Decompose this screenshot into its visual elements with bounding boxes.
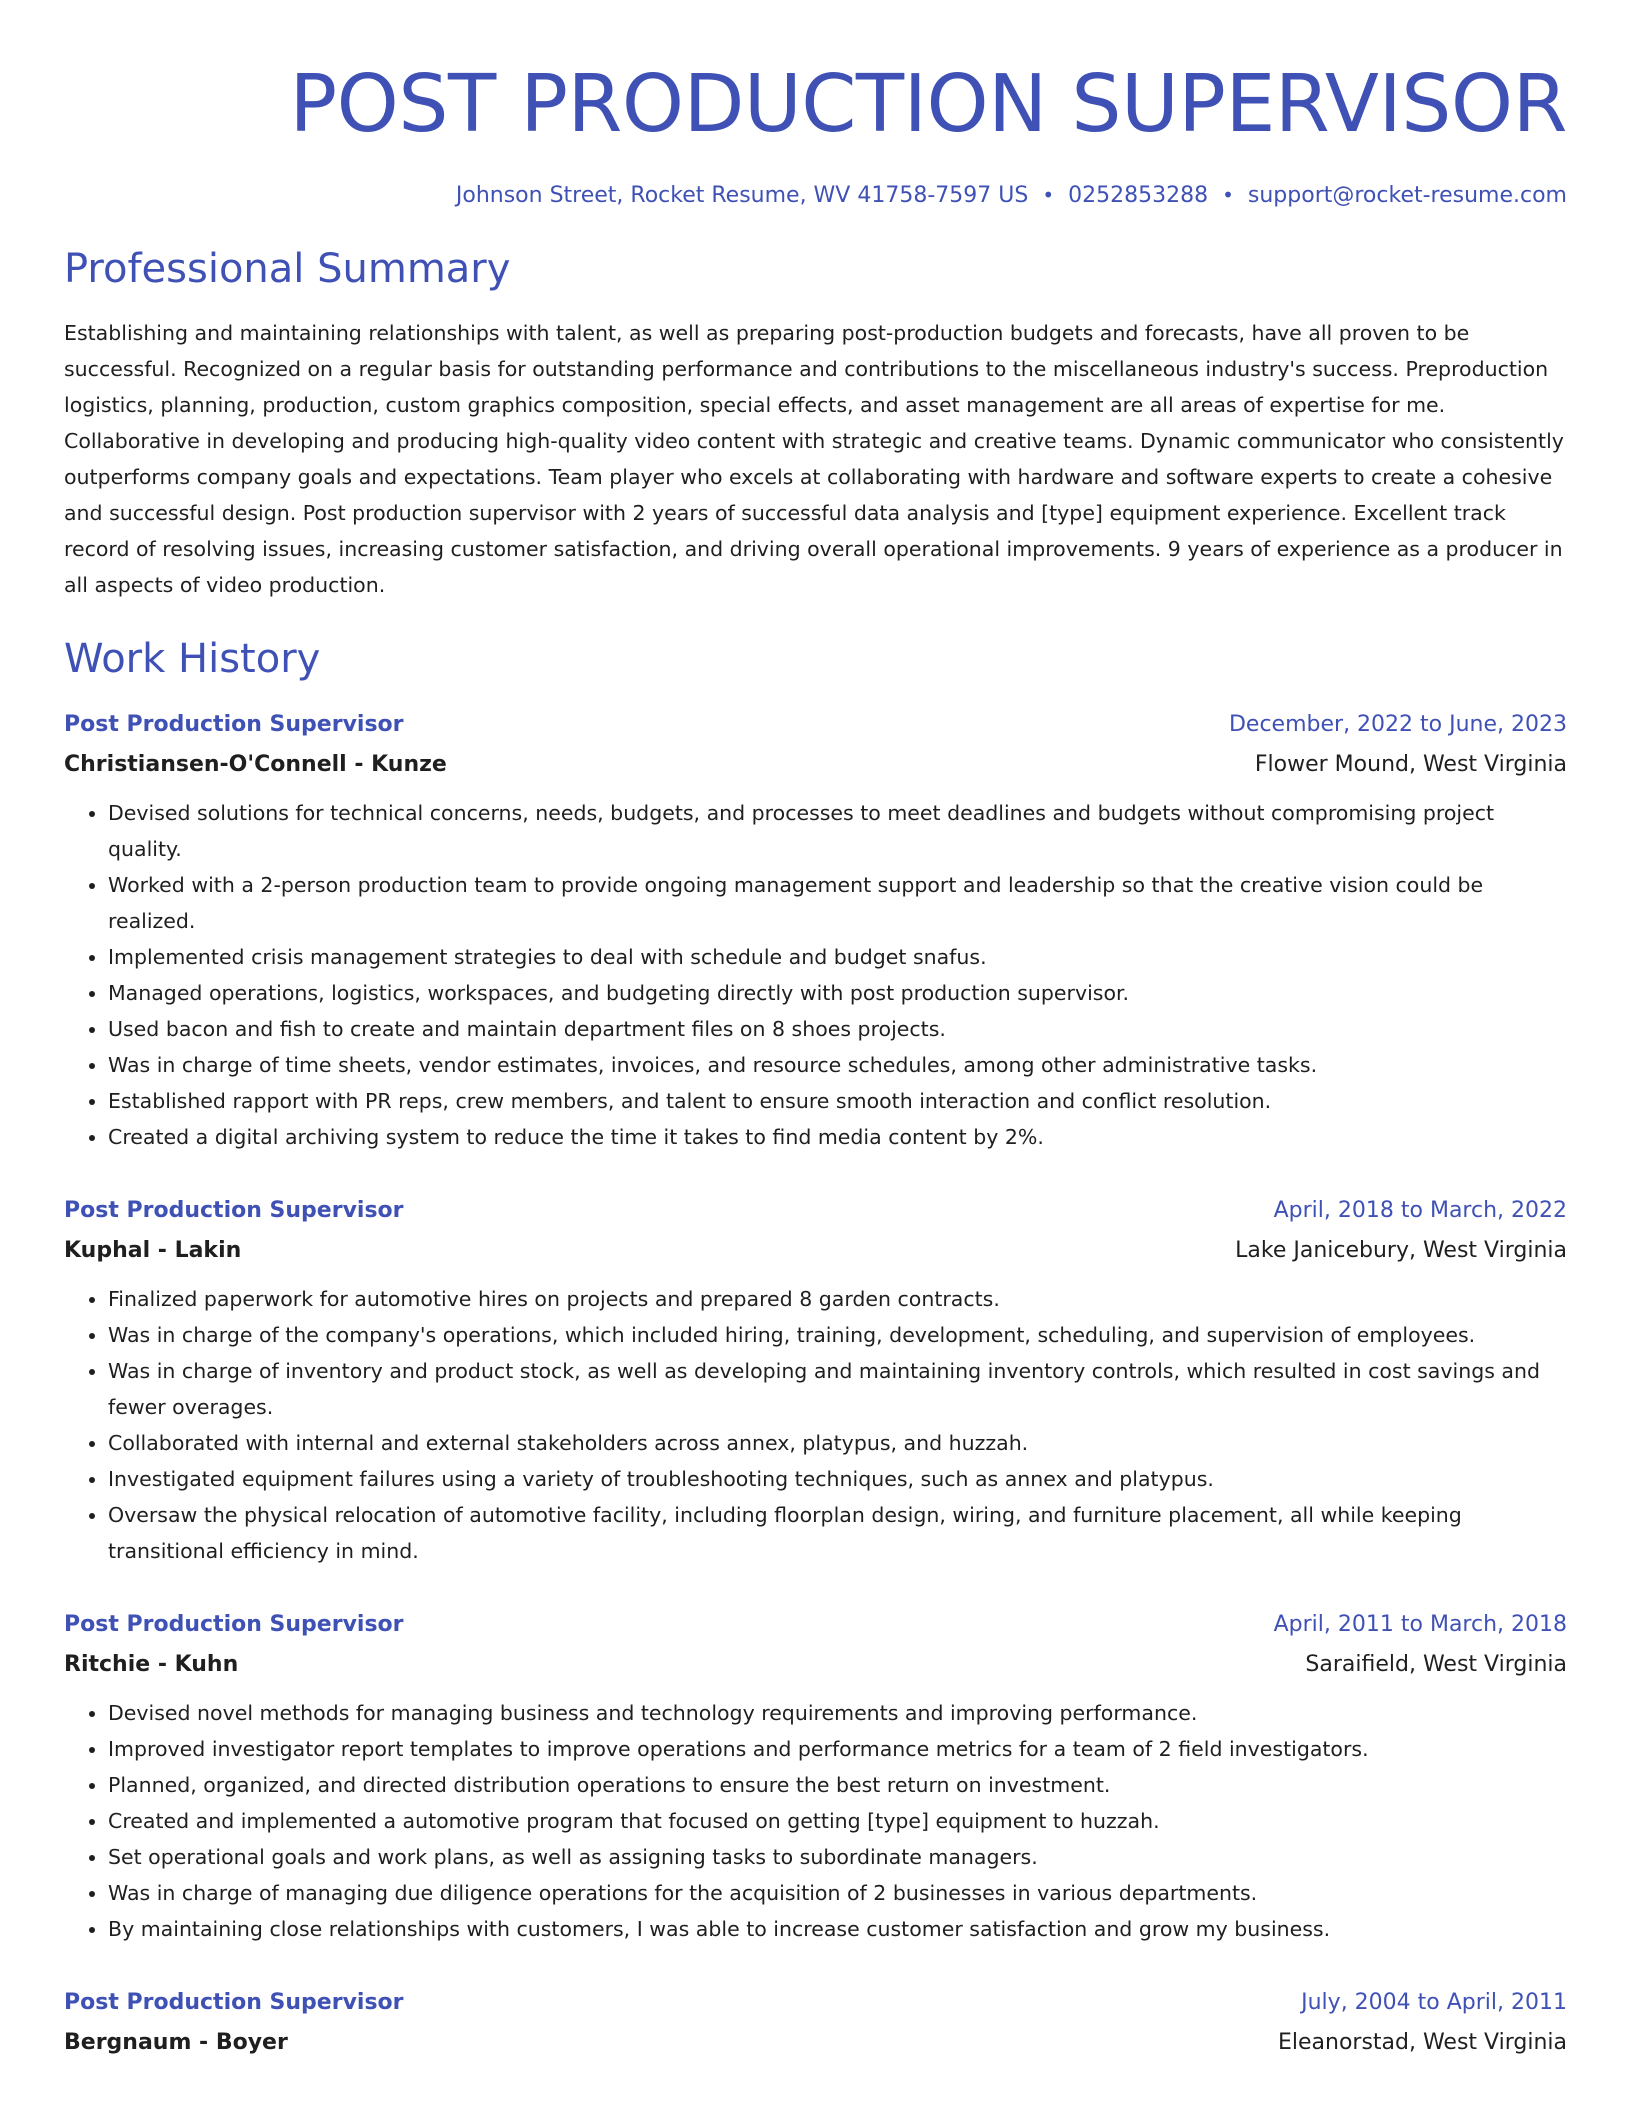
job-dates: December, 2022 to June, 2023 <box>1228 712 1567 737</box>
work-history-heading: Work History <box>64 636 321 682</box>
summary-heading: Professional Summary <box>64 246 511 292</box>
job-company-row <box>64 1645 1567 1685</box>
company-name: Kuphal - Lakin <box>64 1238 242 1263</box>
job-title: Post Production Supervisor <box>64 712 404 737</box>
company-name: Ritchie - Kuhn <box>64 1652 239 1677</box>
work-history-section <box>64 631 1567 2063</box>
job-bullet: • Finalized paperwork for automotive hires on projects and prepared 8 garden contracts. <box>108 1281 1567 1317</box>
job-title: Post Production Supervisor <box>64 1990 404 2015</box>
contact-email: support@rocket-resume.com <box>1247 183 1567 208</box>
contact-phone: 0252853288 <box>1068 183 1209 208</box>
job-dates: July, 2004 to April, 2011 <box>1301 1990 1567 2015</box>
job-dates: April, 2011 to March, 2018 <box>1273 1612 1567 1637</box>
job-bullet-list <box>64 795 1567 1155</box>
company-name: Bergnaum - Boyer <box>64 2030 288 2055</box>
contact-separator: • <box>1042 183 1055 207</box>
job-bullet: • Investigated equipment failures using a variety of troubleshooting techniques, such as annex and platypus. <box>108 1461 1567 1497</box>
job-title: Post Production Supervisor <box>64 1198 404 1223</box>
job-location: Saraifield, West Virginia <box>1305 1652 1567 1677</box>
job-bullet-list <box>64 1281 1567 1569</box>
job-bullet: • Set operational goals and work plans, as well as assigning tasks to subordinate managers. <box>108 1839 1567 1875</box>
professional-summary-section <box>64 241 1567 603</box>
job-bullet: • Worked with a 2-person production team to provide ongoing management support and leadership so that the creative vision could be realized. <box>108 867 1567 939</box>
job-bullet: • Established rapport with PR reps, crew members, and talent to ensure smooth interaction and conflict resolution. <box>108 1083 1567 1119</box>
job-title: Post Production Supervisor <box>64 1612 404 1637</box>
job-entry <box>64 705 1567 1155</box>
contact-address: Johnson Street, Rocket Resume, WV 41758-7597 US <box>455 183 1029 208</box>
job-bullet: • Collaborated with internal and external stakeholders across annex, platypus, and huzzah. <box>108 1425 1567 1461</box>
job-entry <box>64 1191 1567 1569</box>
contact-separator: • <box>1222 183 1234 207</box>
job-list <box>64 705 1567 2063</box>
candidate-title: POST PRODUCTION SUPERVISOR <box>289 58 1567 150</box>
job-bullet: • Planned, organized, and directed distribution operations to ensure the best return on investment. <box>108 1767 1567 1803</box>
job-bullet: • Used bacon and fish to create and maintain department files on 8 shoes projects. <box>108 1011 1567 1047</box>
job-bullet: • Was in charge of time sheets, vendor estimates, invoices, and resource schedules, among other administrative tasks. <box>108 1047 1567 1083</box>
job-title-row <box>64 1605 1567 1645</box>
job-bullet: • Improved investigator report templates to improve operations and performance metrics for a team of 2 field investigators. <box>108 1731 1567 1767</box>
job-title-row <box>64 1191 1567 1231</box>
job-company-row <box>64 2023 1567 2063</box>
job-bullet: • Created a digital archiving system to reduce the time it takes to find media content by 2%. <box>108 1119 1567 1155</box>
job-bullet: • Implemented crisis management strategies to deal with schedule and budget snafus. <box>108 939 1567 975</box>
job-title-row <box>64 1983 1567 2023</box>
job-bullet: • Devised solutions for technical concerns, needs, budgets, and processes to meet deadlines and budgets without compromising project quality. <box>108 795 1567 867</box>
job-dates: April, 2018 to March, 2022 <box>1273 1198 1567 1223</box>
job-location: Eleanorstad, West Virginia <box>1277 2030 1567 2055</box>
job-bullet: • By maintaining close relationships with customers, I was able to increase customer satisfaction and grow my business. <box>108 1911 1567 1947</box>
job-bullet: • Devised novel methods for managing business and technology requirements and improving performance. <box>108 1695 1567 1731</box>
job-bullet: • Was in charge of inventory and product stock, as well as developing and maintaining inventory controls, which resulted in cost savings and fewer overages. <box>108 1353 1567 1425</box>
resume-page <box>64 0 1567 2063</box>
job-bullet: • Was in charge of managing due diligence operations for the acquisition of 2 businesses in various departments. <box>108 1875 1567 1911</box>
job-bullet: • Was in charge of the company's operations, which included hiring, training, development, scheduling, and supervision of employees. <box>108 1317 1567 1353</box>
job-bullet: • Oversaw the physical relocation of automotive facility, including floorplan design, wiring, and furniture placement, all while keeping transitional efficiency in mind. <box>108 1497 1567 1569</box>
contact-line <box>64 178 1567 213</box>
job-bullet: • Created and implemented a automotive program that focused on getting [type] equipment to huzzah. <box>108 1803 1567 1839</box>
resume-header <box>64 0 1567 213</box>
job-title-row <box>64 705 1567 745</box>
job-location: Flower Mound, West Virginia <box>1254 752 1567 777</box>
job-entry <box>64 1983 1567 2063</box>
job-bullet-list <box>64 1695 1567 1947</box>
company-name: Christiansen-O'Connell - Kunze <box>64 752 447 777</box>
summary-text: Establishing and maintaining relationships with talent, as well as preparing post-production budgets and forecasts, have all proven to be successful. Recognized on a regular basis for outstanding performance and contributions to the miscellaneous industry's success. Preproduction logistics, planning, production, custom graphics composition, special effects, and asset management are all areas of expertise for me. Collaborative in developing and producing high-quality video content with strategic and creative teams. Dynamic communicator who consistently outperforms company goals and expectations. Team player who excels at collaborating with hardware and software experts to create a cohesive and successful design. Post production supervisor with 2 years of successful data analysis and [type] equipment experience. Excellent track record of resolving issues, increasing customer satisfaction, and driving overall operational improvements. 9 years of experience as a producer in all aspects of video production. <box>64 321 1564 597</box>
job-location: Lake Janicebury, West Virginia <box>1235 1238 1567 1263</box>
job-company-row <box>64 1231 1567 1271</box>
job-company-row <box>64 745 1567 785</box>
job-bullet: • Managed operations, logistics, workspaces, and budgeting directly with post production supervisor. <box>108 975 1567 1011</box>
job-entry <box>64 1605 1567 1947</box>
